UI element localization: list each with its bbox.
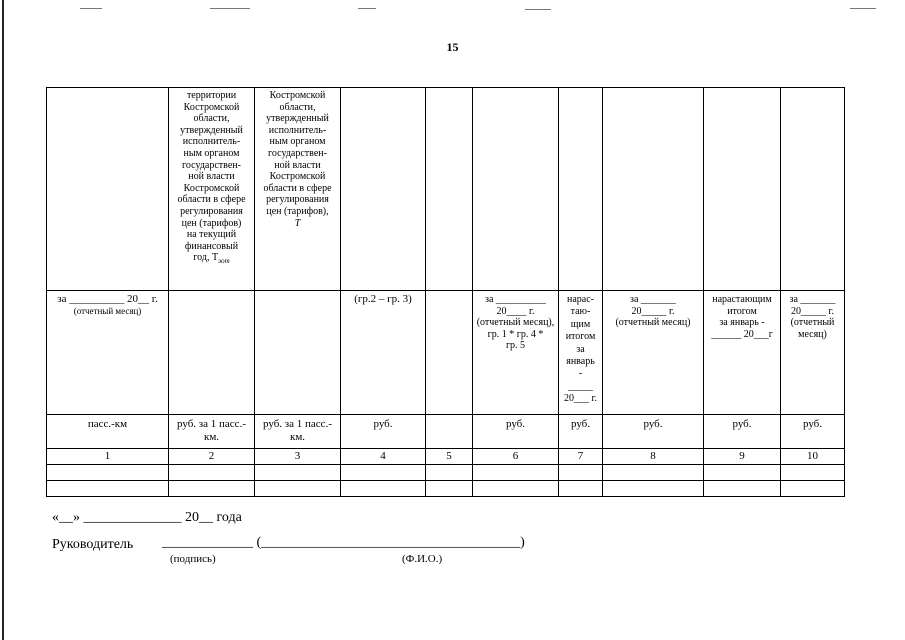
subheader-cell-col6 <box>473 294 558 352</box>
table-divider <box>46 414 844 415</box>
subheader-text: (отчетный <box>790 317 835 329</box>
date-line: «__» ______________ 20__ года <box>52 510 242 525</box>
name-caption: (Ф.И.О.) <box>402 553 443 565</box>
header-text: утвержденный <box>180 124 243 136</box>
table-border-right <box>844 87 845 497</box>
header-text: Костромской <box>269 90 326 101</box>
signature-line: _____________ (_____________________________________) <box>162 535 525 550</box>
table-border-top <box>46 87 844 88</box>
unit-text: руб. <box>373 418 393 430</box>
header-text: области в сфере <box>263 182 332 194</box>
unit-text: км. <box>289 431 306 443</box>
header-text: государствен- <box>268 147 327 159</box>
subheader-cell-col9 <box>704 294 780 340</box>
header-text: Костромской <box>269 171 326 183</box>
subheader-text: таю- <box>570 306 591 318</box>
scan-speck <box>80 8 102 9</box>
header-text: на текущий <box>186 229 237 241</box>
subheader-text: нарастающим <box>712 294 772 305</box>
unit-text: руб. <box>643 418 663 430</box>
header-text: ным органом <box>183 147 240 159</box>
table-column-line <box>340 87 341 497</box>
subheader-text: нарас- <box>567 294 594 305</box>
table-column-line <box>602 87 603 497</box>
header-text: ной власти <box>188 171 235 183</box>
subheader-text: итогом <box>727 305 757 317</box>
unit-cell-col8 <box>603 418 703 431</box>
subheader-text: за __________ <box>485 294 546 305</box>
unit-text: руб. <box>570 418 591 430</box>
header-text: финансовый <box>184 240 239 252</box>
signature-caption: (подпись) <box>170 553 216 565</box>
scan-speck <box>210 8 250 9</box>
header-text-line <box>169 252 254 268</box>
unit-cell-col1 <box>47 418 168 431</box>
subheader-cell-col8 <box>603 294 703 329</box>
scan-speck <box>850 8 876 9</box>
scan-speck <box>358 8 376 9</box>
page-number: 15 <box>446 40 459 54</box>
header-text: исполнитель- <box>182 136 241 148</box>
subheader-text: - <box>578 368 583 380</box>
unit-text: руб. за 1 пасс.- <box>177 418 246 430</box>
subheader-text: январь <box>566 356 595 368</box>
table-divider <box>46 464 844 465</box>
table-divider <box>46 480 844 481</box>
column-number: 2 <box>208 450 215 462</box>
subheader-text: щим <box>570 318 591 330</box>
unit-text: руб. <box>802 418 823 430</box>
column-number: 3 <box>294 450 301 462</box>
table-column-line <box>780 87 781 497</box>
subheader-text: гр. 1 * гр. 4 * <box>487 328 544 340</box>
subheader-text: месяц) <box>798 328 827 340</box>
table-column-line <box>425 87 426 497</box>
header-text: области в сфере <box>177 194 246 206</box>
header-text: исполнитель- <box>268 124 327 136</box>
column-number: 8 <box>650 450 656 462</box>
subheader-text: 20____ г. <box>496 305 535 317</box>
column-number: 5 <box>446 450 452 462</box>
unit-text: км. <box>203 431 220 443</box>
header-text: Костромской <box>183 182 240 194</box>
subheader-text: за _______ <box>630 294 676 305</box>
subheader-text: за _______ <box>789 294 836 305</box>
header-text: регулирования <box>266 194 329 206</box>
unit-text: пасс.-км <box>87 418 128 430</box>
subheader-cell-col10 <box>781 294 844 340</box>
header-text: ным органом <box>269 136 326 148</box>
table-column-line <box>558 87 559 497</box>
subheader-text: (отчетный месяц), <box>476 317 555 329</box>
table-column-line <box>472 87 473 497</box>
unit-cell-col7 <box>559 418 602 431</box>
subheader-cell-col1 <box>47 294 168 317</box>
unit-cell-col9 <box>704 418 780 431</box>
signature-label: Руководитель <box>52 537 134 552</box>
subheader-text: 20_____ г. <box>791 305 834 317</box>
subheader-text: (отчетный месяц) <box>73 305 142 316</box>
subheader-cell-col7 <box>559 294 602 406</box>
subheader-text: ______ 20___г <box>711 328 773 340</box>
header-text: области, <box>193 113 230 125</box>
unit-cell-col3 <box>255 418 340 444</box>
column-number: 10 <box>807 450 818 462</box>
subheader-text: (отчетный месяц) <box>615 317 691 329</box>
header-text: Костромской <box>183 101 240 113</box>
header-text: год, T <box>193 252 219 264</box>
unit-text: руб. <box>732 418 752 430</box>
scan-left-edge <box>2 0 4 640</box>
unit-cell-col6 <box>473 418 558 431</box>
scan-speck <box>525 9 551 10</box>
subheader-text: 20___ г. <box>564 393 597 405</box>
subheader-text: гр. 5 <box>505 340 526 352</box>
subheader-text: за январь - <box>719 317 765 329</box>
subheader-cell-col4 <box>341 294 425 306</box>
column-number: 4 <box>380 450 386 462</box>
table-divider <box>46 290 844 291</box>
subheader-text: итогом <box>565 331 596 343</box>
column-number: 1 <box>104 450 111 462</box>
unit-cell-col10 <box>781 418 844 431</box>
subheader-text: за __________ 20__ г. <box>57 294 158 305</box>
header-text: цен (тарифов), <box>266 205 329 217</box>
header-text: области, <box>279 101 316 113</box>
table-column-line <box>703 87 704 497</box>
column-number: 9 <box>739 450 745 462</box>
subheader-text: (гр.2 – гр. 3) <box>354 294 412 305</box>
header-subscript: эот <box>218 257 230 266</box>
table-border-left <box>46 87 47 497</box>
unit-text: руб. <box>505 418 526 430</box>
header-text: государствен- <box>182 159 241 171</box>
header-cell-col3 <box>255 90 340 229</box>
unit-cell-col2 <box>169 418 254 444</box>
column-number: 6 <box>512 450 519 462</box>
unit-text: руб. за 1 пасс.- <box>263 418 332 430</box>
header-text: T <box>294 217 301 229</box>
subheader-text: 20_____ г. <box>631 305 675 317</box>
header-text: ной власти <box>274 159 321 171</box>
header-text: регулирования <box>180 205 243 217</box>
header-text: цен (тарифов) <box>181 217 242 229</box>
header-text: территории <box>186 90 237 101</box>
subheader-text: _____ <box>568 380 593 392</box>
table-border-bottom <box>46 496 844 497</box>
unit-cell-col4 <box>341 418 425 431</box>
column-number: 7 <box>577 450 584 462</box>
header-cell-col2 <box>169 90 254 268</box>
table-divider <box>46 448 844 449</box>
header-text: утвержденный <box>266 113 329 125</box>
subheader-text: за <box>576 343 585 355</box>
